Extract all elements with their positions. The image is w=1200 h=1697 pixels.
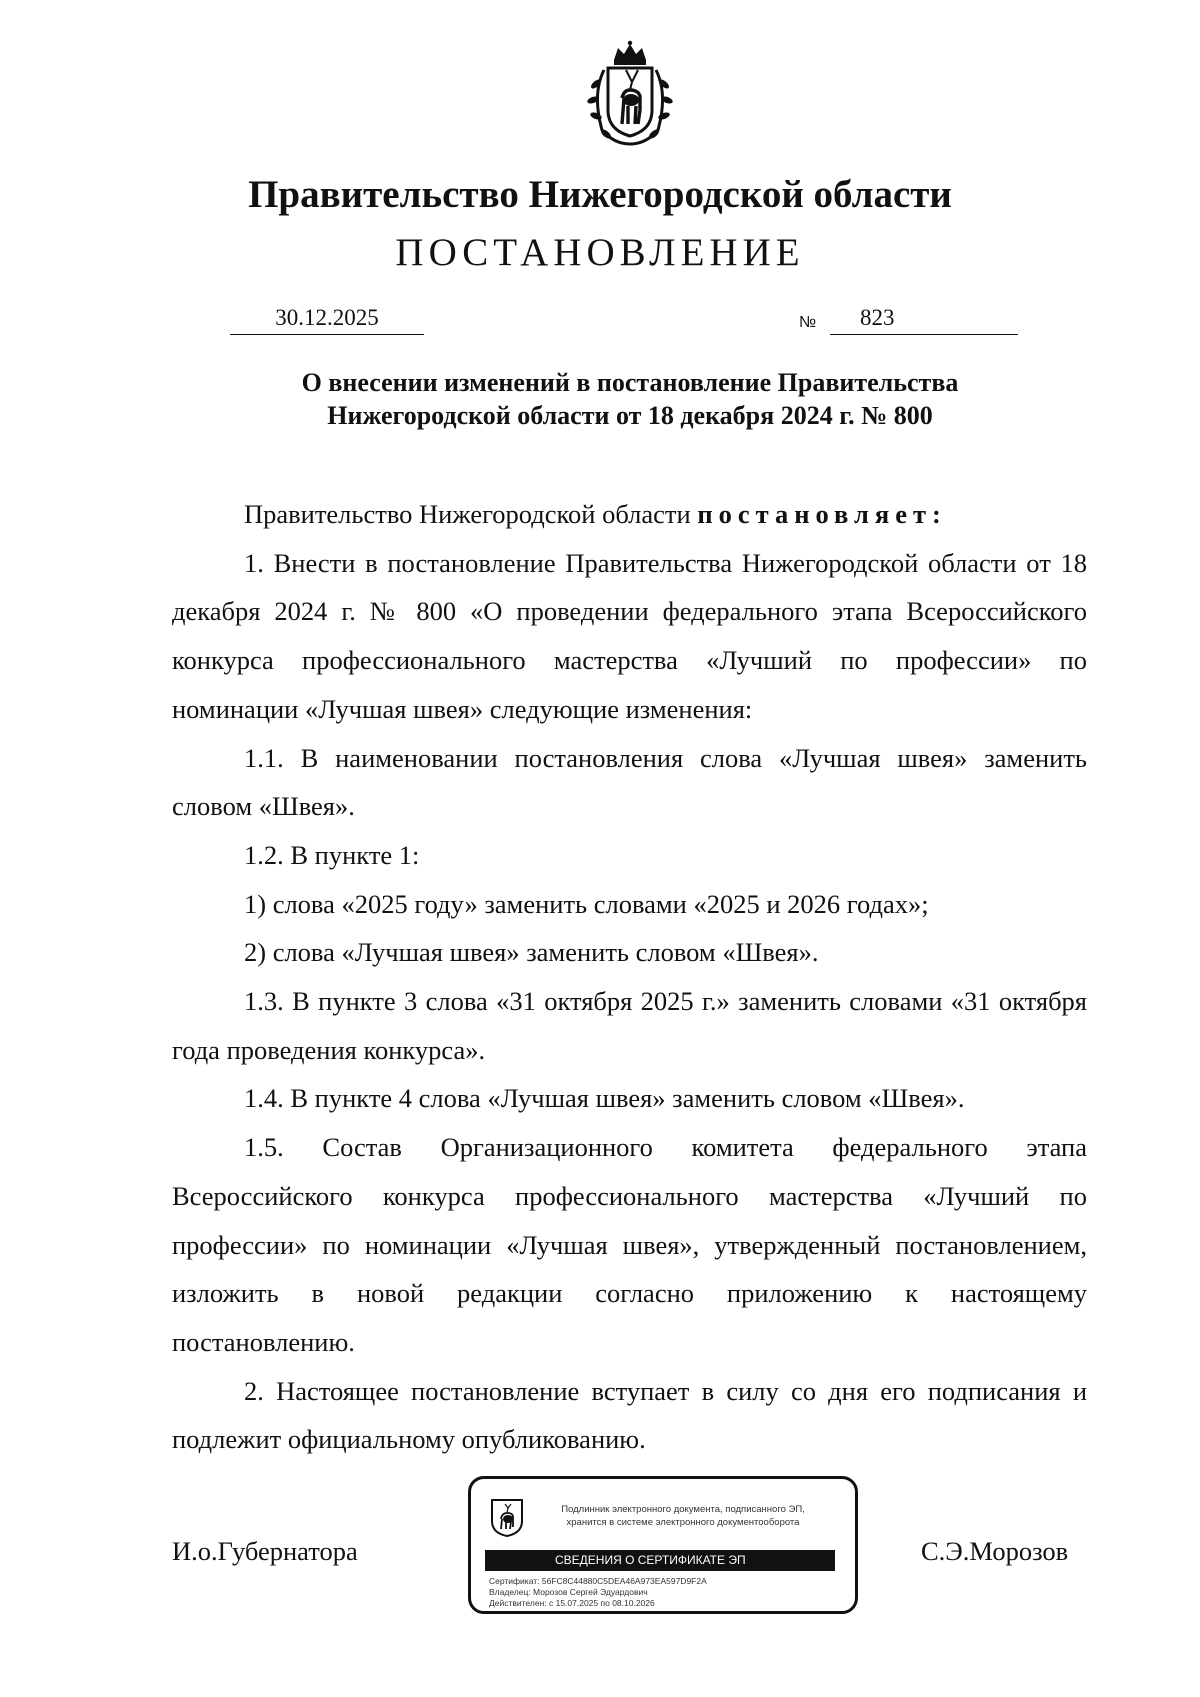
stamp-note-line-2: хранится в системе электронного документооборота: [566, 1517, 800, 1528]
signatory-name: С.Э.Морозов: [921, 1536, 1069, 1566]
electronic-signature-stamp: [468, 1476, 858, 1614]
number-label: №: [799, 314, 817, 331]
stamp-validity: Действителен: с 15.07.2025 по 08.10.2026: [489, 1598, 655, 1608]
document-number-field: [830, 306, 1018, 335]
preamble-text: Правительство Нижегородской области: [244, 499, 698, 529]
paragraph-2: 2. Настоящее постановление вступает в силу со дня его подписания и подлежит официальному опубликованию.: [172, 1375, 1087, 1455]
paragraph-1-1: 1.1. В наименовании постановления слова «Лучшая швея» заменить словом «Швея».: [172, 742, 1087, 822]
signatory-position: И.о.Губернатора: [172, 1536, 358, 1566]
paragraph-1-4: 1.4. В пункте 4 слова «Лучшая швея» заменить словом «Швея».: [244, 1083, 965, 1114]
document-subject: [0, 366, 1200, 432]
preamble-decree-word: постановляет:: [697, 499, 947, 529]
stamp-note: [533, 1503, 833, 1529]
stamp-title: СВЕДЕНИЯ О СЕРТИФИКАТЕ ЭП: [485, 1550, 835, 1571]
subject-line-1: О внесении изменений в постановление Правительства: [301, 368, 959, 397]
document-body: [172, 490, 1087, 1464]
paragraph-1-2: 1.2. В пункте 1:: [244, 839, 420, 870]
paragraph-1-2-2: 2) слова «Лучшая швея» заменить словом «Швея».: [244, 937, 819, 968]
paragraph-1: 1. Внести в постановление Правительства Нижегородской области от 18 декабря 2024 г. № 800 «О проведении федерального этапа Всероссийского конкурса профессионального мастерства «Лучший по профессии» по номинации «Лучшая швея» следующие изменения:: [172, 547, 1087, 724]
coat-of-arms-emblem: [578, 40, 682, 148]
stamp-note-line-1: Подлинник электронного документа, подписанного ЭП,: [561, 1504, 805, 1515]
preamble: [172, 490, 1087, 539]
document-number: 823: [860, 305, 895, 330]
stamp-details: [489, 1576, 707, 1609]
subject-line-2: Нижегородской области от 18 декабря 2024 г. № 800: [327, 401, 933, 430]
paragraph-1-3: 1.3. В пункте 3 слова «31 октября 2025 г.» заменить словами «31 октября года проведения конкурса».: [172, 986, 1087, 1065]
organization-title: Правительство Нижегородской области: [248, 173, 952, 216]
paragraph-1-2-1: 1) слова «2025 году» заменить словами «2025 и 2026 годах»;: [244, 888, 929, 919]
paragraph-1-5: 1.5. Состав Организационного комитета федерального этапа Всероссийского конкурса профессионального мастерства «Лучший по профессии» по номинации «Лучшая швея», утвержденный постановлением, изложить в новой редакции согласно приложению к настоящему постановлению.: [172, 1132, 1087, 1357]
deer-shield-icon: [489, 1497, 525, 1537]
stamp-certificate: Сертификат: 56FC8C44880C5DEA46A973EA597D9F2A: [489, 1576, 707, 1586]
document-type: ПОСТАНОВЛЕНИЕ: [395, 231, 805, 274]
stamp-owner: Владелец: Морозов Сергей Эдуардович: [489, 1587, 648, 1597]
document-date: 30.12.2025: [230, 306, 424, 335]
